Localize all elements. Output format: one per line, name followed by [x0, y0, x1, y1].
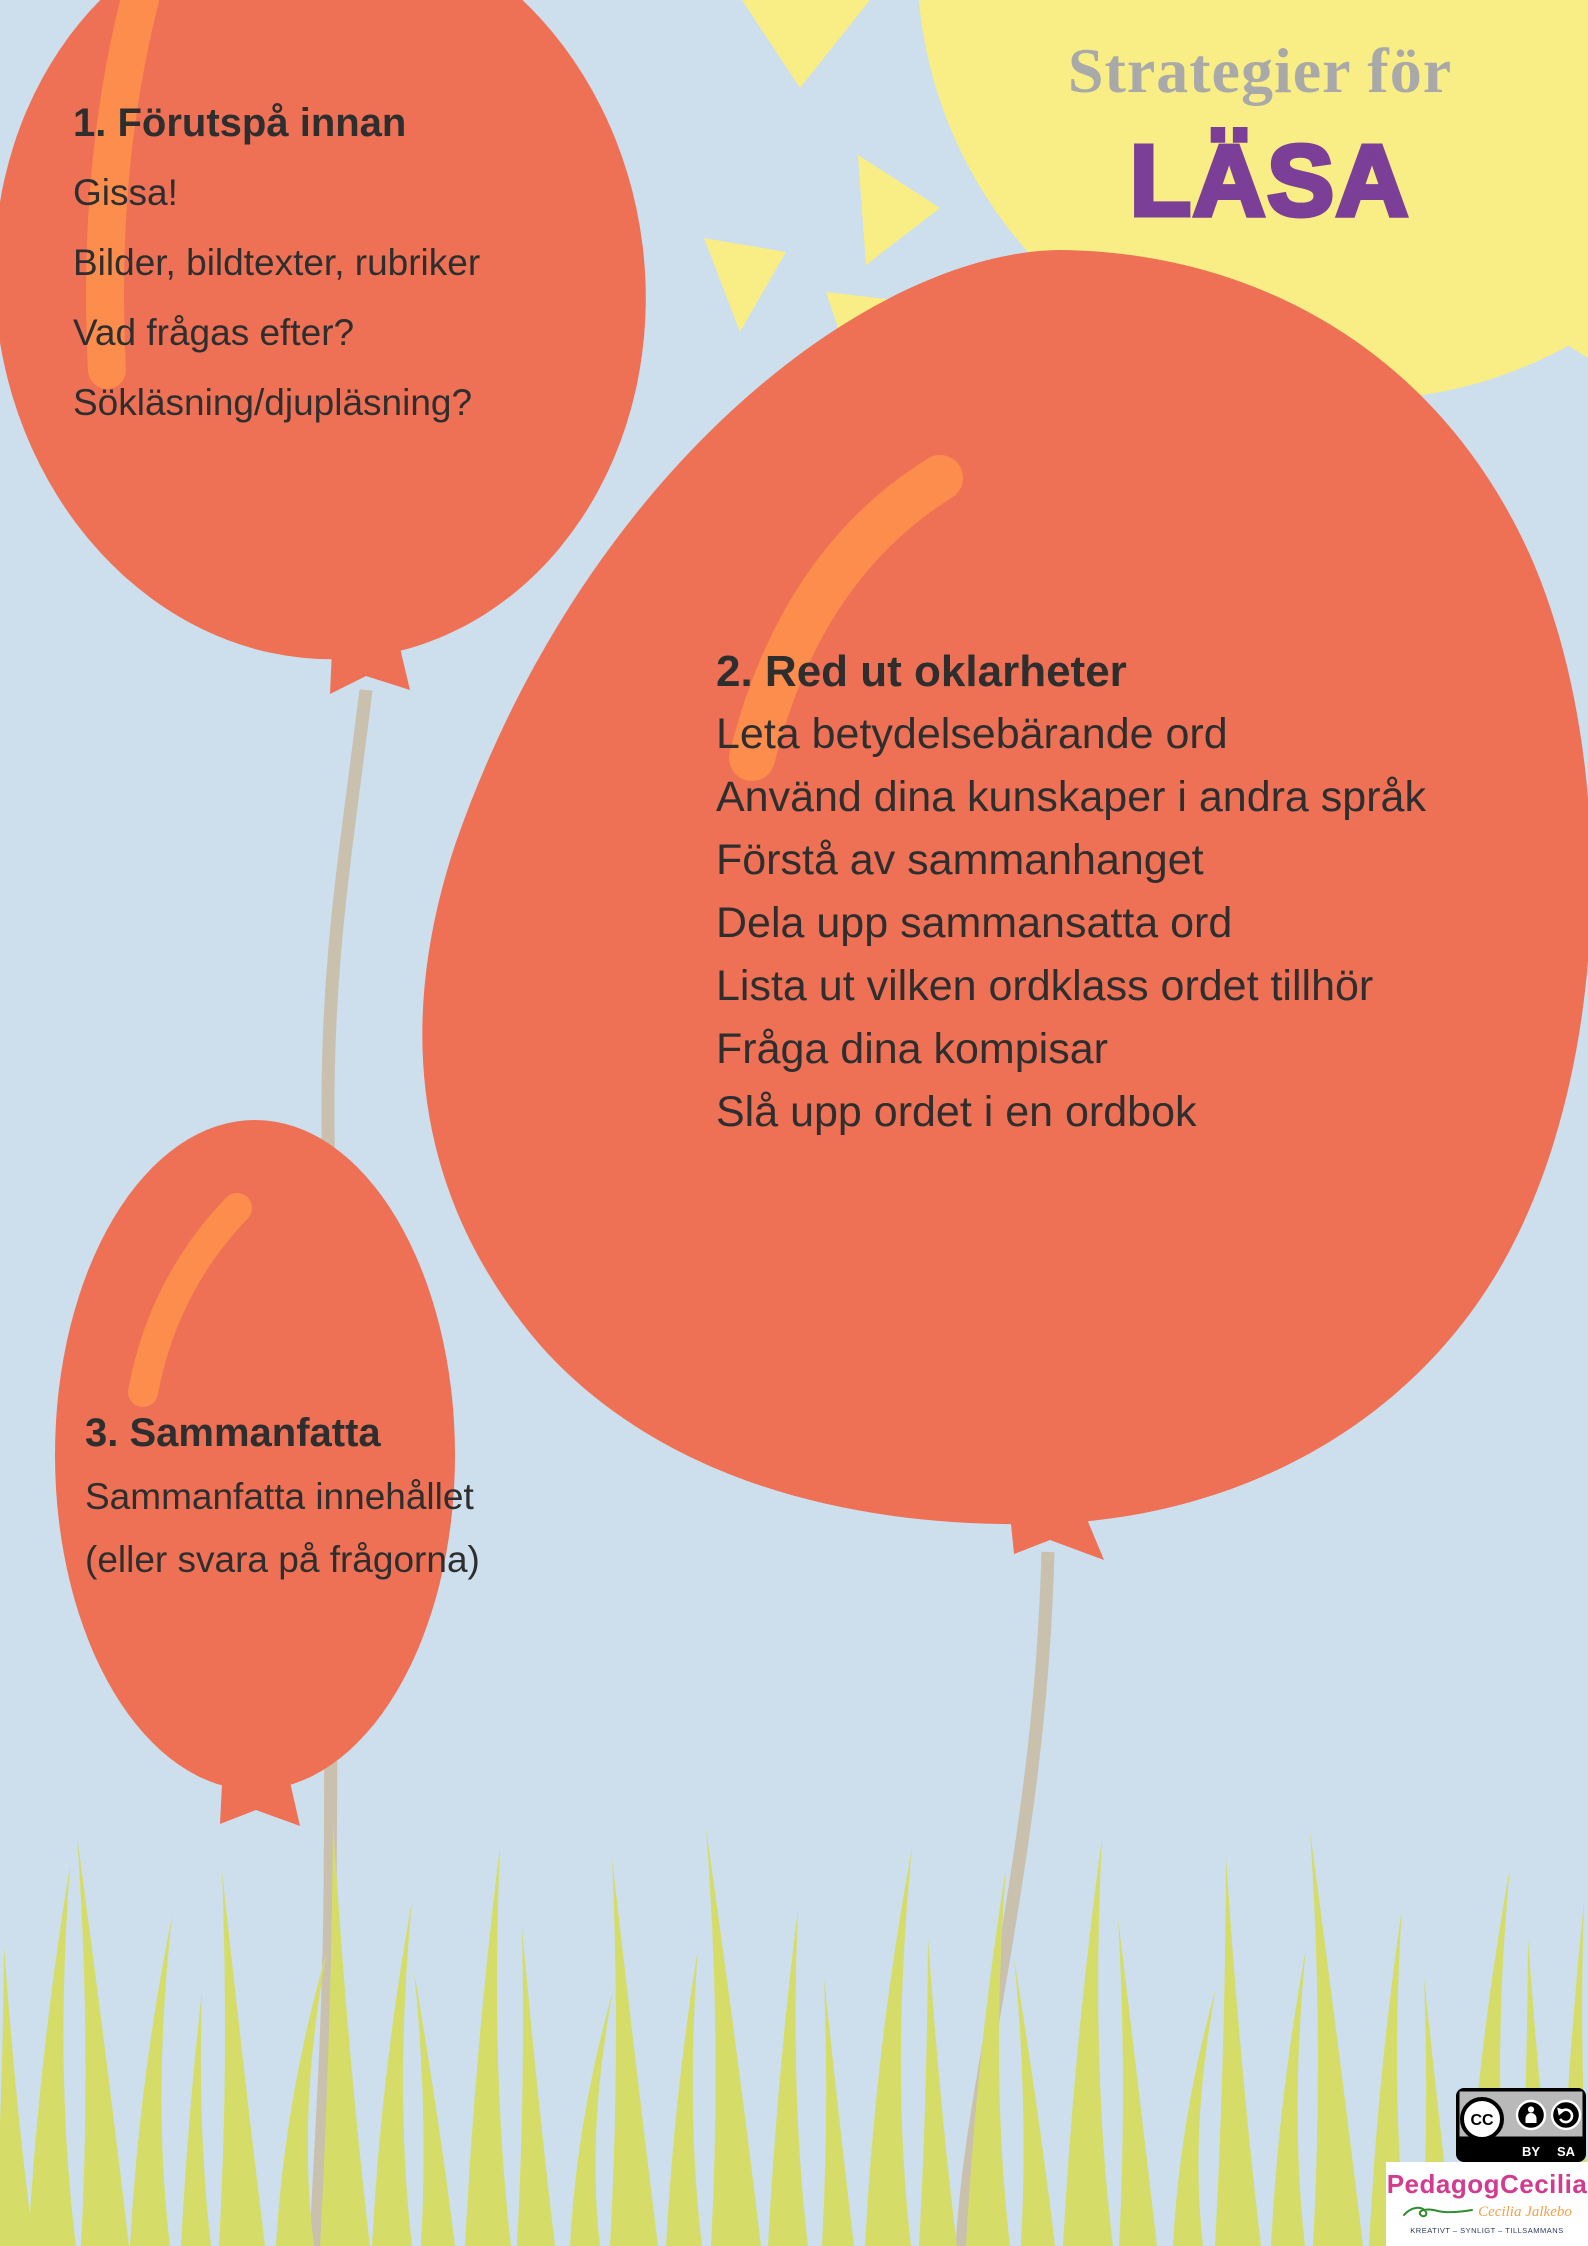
logo-signature-text: Cecilia Jalkebo	[1478, 2203, 1572, 2220]
grass-blade	[865, 1848, 912, 2246]
poster-title-prefix: Strategier för	[1067, 35, 1453, 106]
balloon-1-line: Sökläsning/djupläsning?	[73, 382, 473, 423]
balloon-2-line: Fråga dina kompisar	[716, 1025, 1108, 1073]
balloon-knot	[220, 1782, 300, 1826]
balloon-3-heading: 3. Sammanfatta	[85, 1411, 381, 1455]
cc-icon-label: CC	[1470, 2112, 1494, 2129]
grass-blade	[28, 1866, 76, 2246]
balloon-2-text	[716, 640, 1426, 1144]
logo-tagline: KREATIVT – SYNLIGT – TILLSAMMANS	[1410, 2226, 1564, 2235]
balloon-1-line: Vad frågas efter?	[73, 312, 355, 353]
by-label: BY	[1521, 2144, 1541, 2159]
logo-brand-text: PedagogCecilia	[1386, 2169, 1588, 2199]
grass-blade	[822, 1978, 854, 2246]
balloon-2-heading: 2. Red ut oklarheter	[716, 647, 1127, 696]
sa-label: SA	[1556, 2144, 1576, 2159]
grass-blade	[77, 1836, 129, 2246]
grass-blade	[1118, 1918, 1157, 2246]
grass-blade	[706, 1828, 761, 2246]
grass-blade	[372, 1901, 412, 2246]
grass-blade	[768, 1908, 808, 2246]
balloon-2-line: Dela upp sammansatta ord	[716, 899, 1233, 947]
cc-by-sa-badge	[1454, 2086, 1588, 2164]
poster-title-word: LÄSA	[1129, 125, 1411, 237]
balloon-1-line: Gissa!	[73, 172, 178, 213]
balloon-3-text	[85, 1402, 480, 1591]
grass-blade	[1014, 1958, 1055, 2246]
grass-blade	[130, 1916, 172, 2246]
balloon-1-heading: 1. Förutspå innan	[73, 101, 407, 145]
balloon-2-line: Förstå av sammanhanget	[716, 836, 1204, 884]
sa-arrow-icon	[1552, 2101, 1580, 2129]
logo-signature-row	[1386, 2201, 1588, 2223]
grass-blade	[181, 1991, 211, 2246]
grass-blade	[1173, 1988, 1216, 2246]
sun-ray-icon	[742, 0, 870, 88]
by-person-icon	[1517, 2101, 1545, 2129]
balloon-3-line: Sammanfatta innehållet	[85, 1476, 474, 1517]
balloon-1-line: Bilder, bildtexter, rubriker	[73, 242, 481, 283]
grass-blade	[465, 1846, 511, 2246]
grass-blade	[1063, 1838, 1113, 2246]
grass-blade	[414, 1971, 455, 2246]
grass-blade	[919, 1938, 957, 2246]
grass-blade	[610, 1858, 658, 2246]
sun-ray-icon	[858, 155, 940, 265]
balloon-1-text	[73, 88, 480, 438]
balloon-2-line: Leta betydelsebärande ord	[716, 710, 1228, 758]
grass-blade	[1310, 1831, 1363, 2246]
grass-blade	[570, 1991, 613, 2246]
grass-blade	[1271, 1948, 1306, 2246]
grass-blade	[666, 1948, 702, 2246]
balloon-3-line: (eller svara på frågorna)	[85, 1539, 480, 1580]
swirl-icon	[1402, 2203, 1474, 2221]
grass	[0, 1821, 1588, 2246]
pedagogcecilia-logo	[1386, 2162, 1588, 2246]
grass-blade	[517, 1928, 555, 2246]
sun-ray-icon	[704, 238, 786, 332]
balloon-2-line: Använd dina kunskaper i andra språk	[716, 773, 1426, 821]
balloon-2-line: Lista ut vilken ordklass ordet tillhör	[716, 962, 1374, 1010]
balloon-knot	[330, 648, 410, 694]
grass-blade	[0, 1946, 34, 2246]
cc-badge-art	[1454, 2086, 1588, 2164]
grass-blade	[219, 1871, 265, 2246]
balloon-2-line: Slå upp ordet i en ordbok	[716, 1088, 1197, 1136]
grass-blade	[1215, 1858, 1261, 2246]
